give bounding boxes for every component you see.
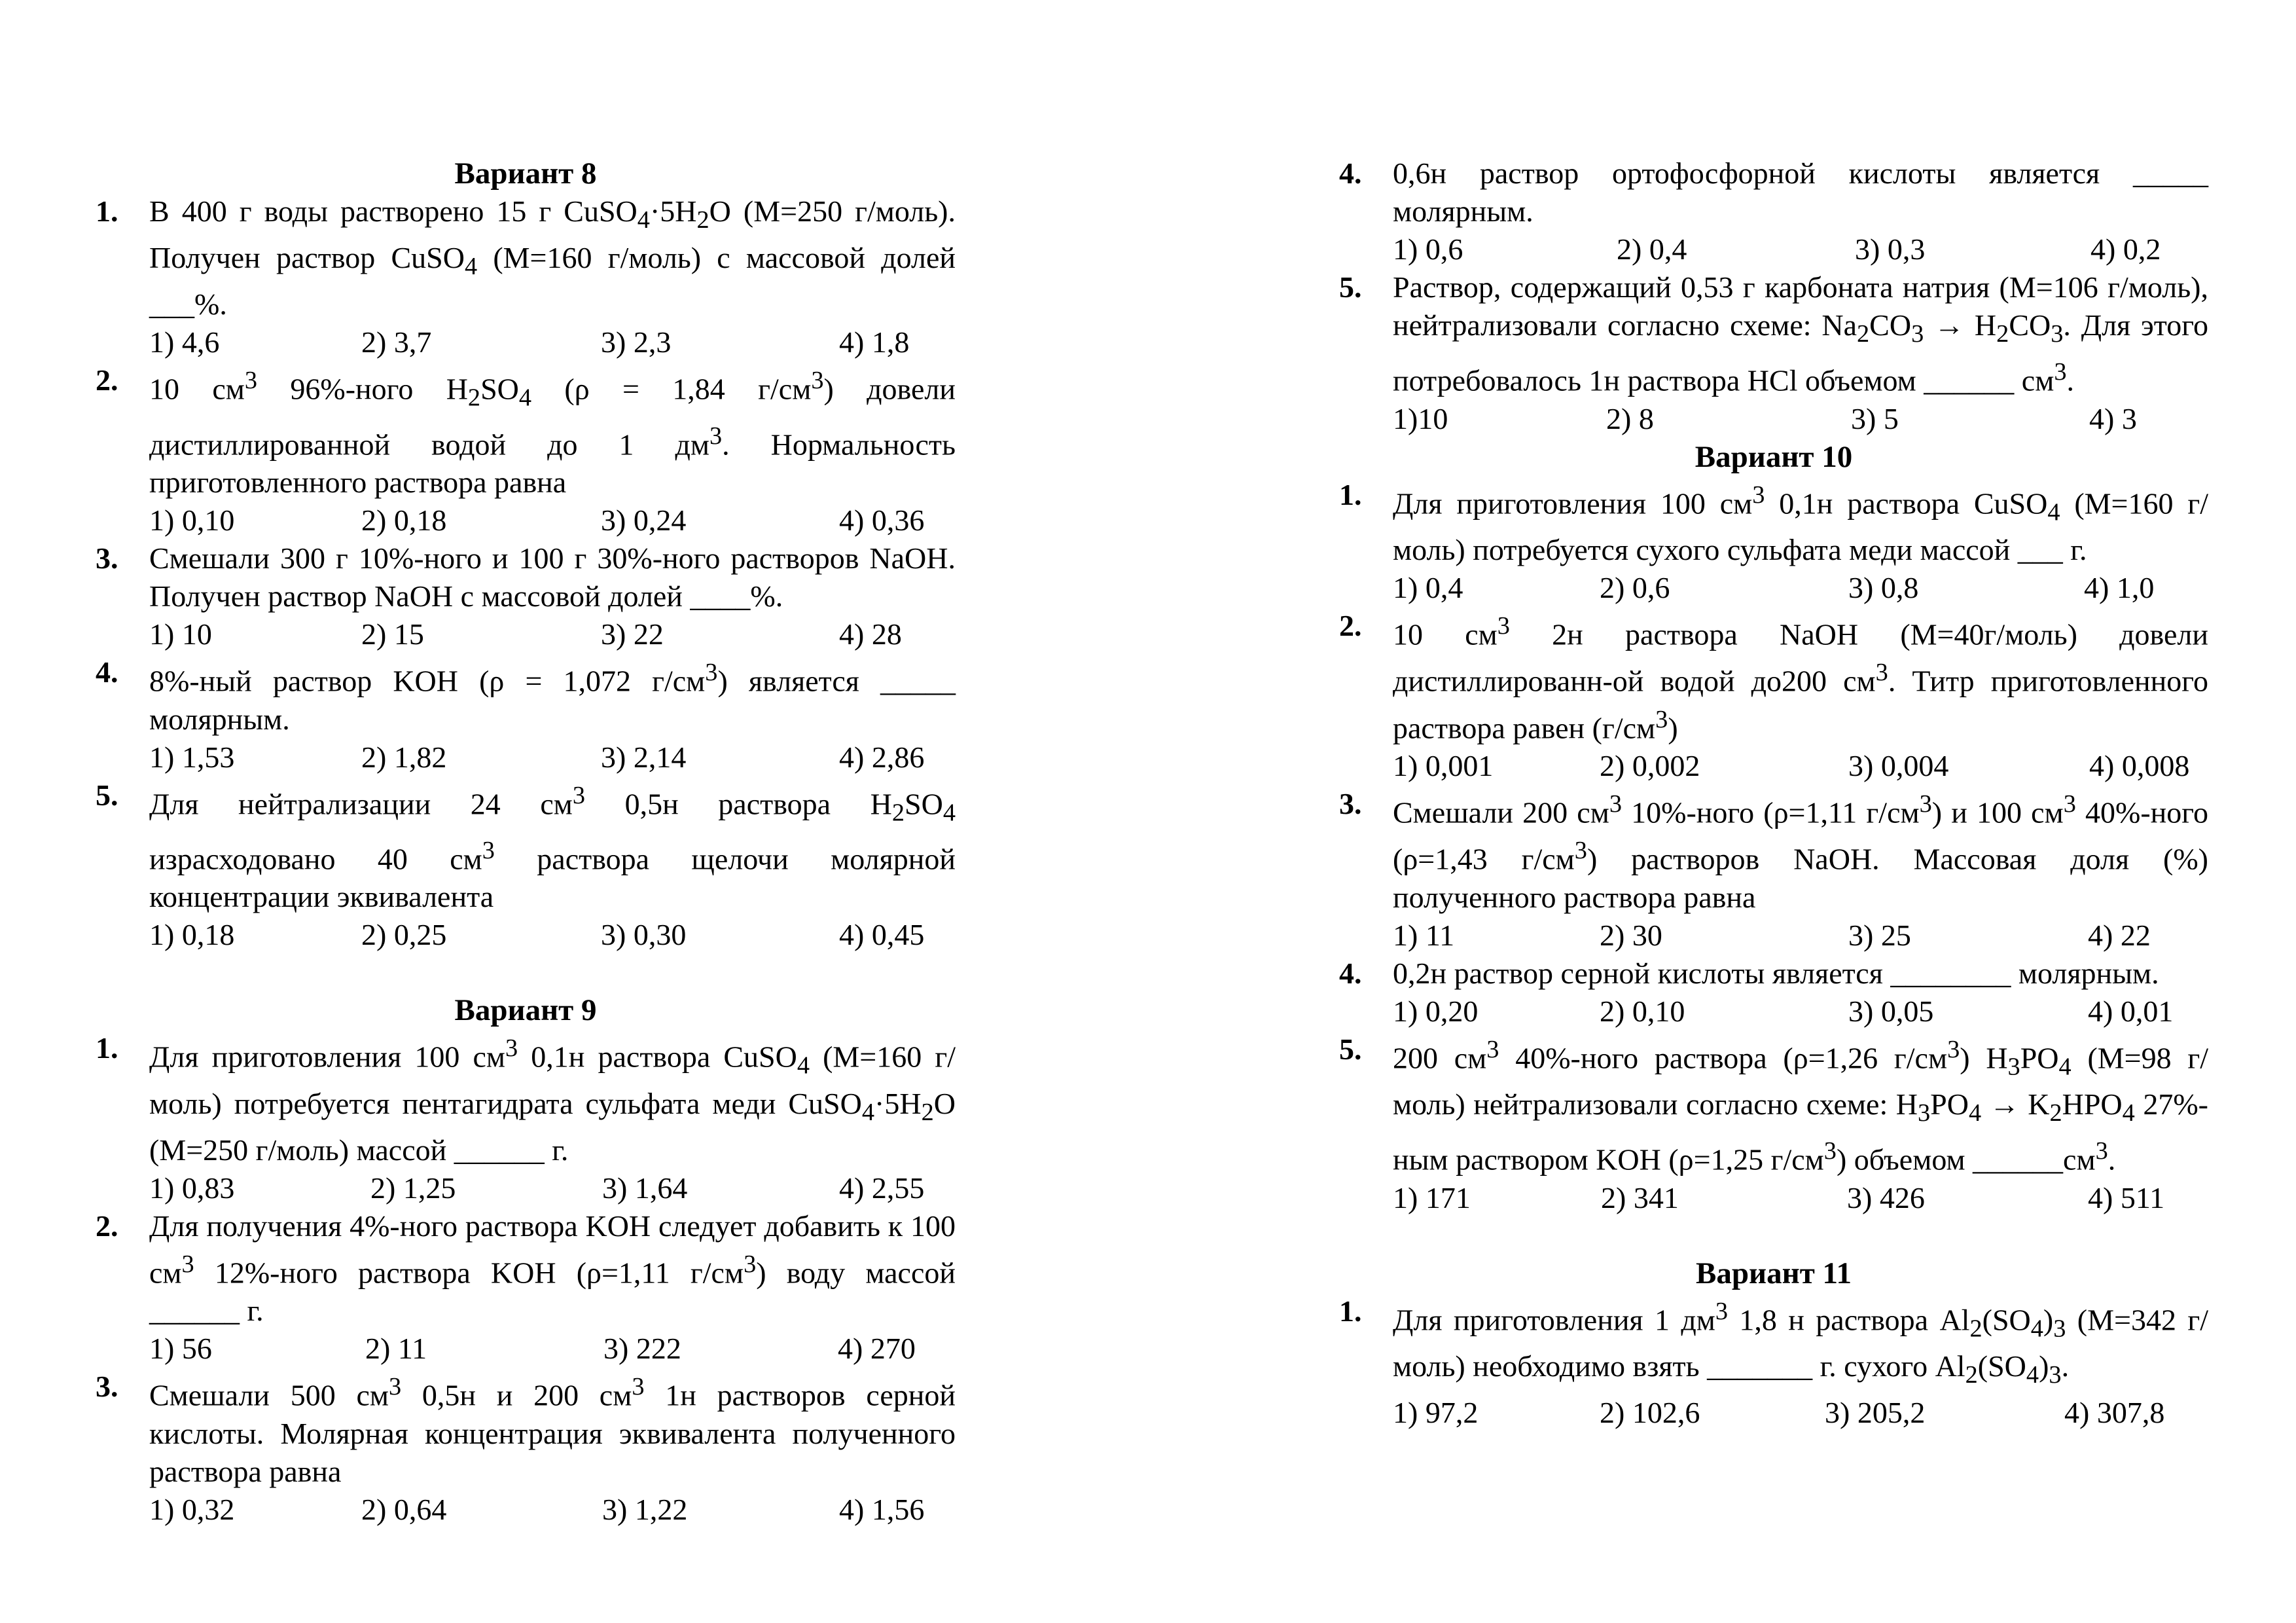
question-text: Смешали 500 $см^3$ 0,5н и 200 $см^3$ 1н растворов серной кислоты. Молярная концентрация эквивалента полученного раствора равна bbox=[149, 1373, 956, 1488]
answer-option: 2) 0,64 bbox=[361, 1492, 447, 1526]
answer-option: 3) 0,004 bbox=[1848, 749, 1949, 783]
question bbox=[1339, 785, 2208, 955]
question-number: 5. bbox=[1339, 270, 1362, 304]
answer-option: 1) 97,2 bbox=[1393, 1396, 1479, 1430]
question bbox=[96, 1207, 956, 1368]
answer-option: 3) 22 bbox=[601, 617, 664, 651]
question-number: 1. bbox=[96, 1031, 118, 1065]
answer-option: 1) 0,001 bbox=[1393, 749, 1494, 783]
question bbox=[1339, 955, 2208, 1030]
question-number: 5. bbox=[96, 778, 118, 812]
answer-option: 4) 2,86 bbox=[839, 740, 925, 774]
answer-options bbox=[1393, 747, 2208, 785]
answer-option: 1) 0,83 bbox=[149, 1171, 235, 1205]
question-text: 10 $см^3$ 2н раствора NaOH (M=40г/моль) довели дистиллированн-ой водой до200 $см^3$. Титр приготовленного раствора равен $(г/см^3)$ bbox=[1393, 612, 2208, 745]
answer-option: 2) 1,25 bbox=[370, 1171, 456, 1205]
left-column bbox=[96, 155, 956, 1529]
answer-option: 3) 1,64 bbox=[602, 1171, 688, 1205]
question-text: Для приготовления 100 $см^3$ 0,1н раствора CuSO$_4$ (M=160 г/моль) потребуется пентагидрата сульфата меди $CuSO_4\cdot 5H_2O$ (M=250 г/моль) массой ______ г. bbox=[149, 1034, 956, 1167]
answer-option: 3) 205,2 bbox=[1825, 1396, 1926, 1430]
answer-option: 3) 0,30 bbox=[601, 918, 687, 952]
answer-options bbox=[1393, 569, 2208, 607]
answer-option: 1) 1,53 bbox=[149, 740, 235, 774]
question-number: 4. bbox=[96, 655, 118, 689]
answer-option: 2) 0,6 bbox=[1600, 571, 1670, 605]
answer-option: 2) 0,25 bbox=[361, 918, 447, 952]
answer-option: 2) 8 bbox=[1606, 401, 1654, 435]
answer-option: 1) 0,6 bbox=[1393, 232, 1463, 266]
answer-option: 1) 10 bbox=[149, 617, 212, 651]
question bbox=[96, 653, 956, 776]
question-text: 0,2н раствор серной кислоты является ________ молярным. bbox=[1393, 956, 2159, 990]
answer-option: 4) 0,45 bbox=[839, 918, 925, 952]
question-text: 0,6н раствор ортофосфорной кислоты является _____ молярным. bbox=[1393, 156, 2208, 228]
answer-option: 3) 2,14 bbox=[601, 740, 687, 774]
question-number: 2. bbox=[96, 1209, 118, 1243]
answer-option: 4) 0,2 bbox=[2090, 232, 2161, 266]
answer-option: 4) 0,01 bbox=[2088, 994, 2174, 1028]
question bbox=[1339, 1292, 2208, 1432]
question-number: 1. bbox=[1339, 477, 1362, 511]
spacer bbox=[96, 954, 956, 991]
question-number: 5. bbox=[1339, 1032, 1362, 1066]
question-text: В 400 г воды растворено 15 г $CuSO_4\cdot 5H_2O$ (M=250 г/моль). Получен раствор CuSO$_4$ (M=160 г/моль) с массовой долей ___%. bbox=[149, 194, 956, 321]
question-text: 10 $см^3$ 96%-ного $H_2SO_4$ (ρ = 1,84 $г/см^3$) довели дистиллированной водой до 1 $дм^3$. Нормальность приготовленного раствора равна bbox=[149, 367, 956, 500]
answer-options bbox=[1393, 400, 2208, 438]
question bbox=[1339, 476, 2208, 608]
answer-options bbox=[1393, 230, 2208, 268]
question-text: Для приготовления 1 $дм^3$ 1,8 н раствора $Al_2(SO_4)_3$ (M=342 г/моль) необходимо взять _______ г. сухого $Al_2(SO_4)_3$. bbox=[1393, 1297, 2208, 1389]
answer-option: 3) 0,05 bbox=[1848, 994, 1934, 1028]
question-number: 4. bbox=[1339, 156, 1362, 190]
answer-option: 2) 341 bbox=[1601, 1180, 1679, 1214]
answer-options bbox=[1393, 1394, 2208, 1432]
answer-option: 4) 511 bbox=[2088, 1180, 2165, 1214]
answer-option: 1) 0,4 bbox=[1393, 571, 1463, 605]
answer-option: 1) 171 bbox=[1393, 1180, 1471, 1214]
answer-option: 4) 0,36 bbox=[839, 503, 925, 538]
answer-options bbox=[149, 1169, 956, 1207]
answer-option: 4) 28 bbox=[839, 617, 902, 651]
answer-option: 4) 22 bbox=[2088, 918, 2151, 952]
answer-options bbox=[149, 739, 956, 776]
answer-option: 2) 0,002 bbox=[1600, 749, 1700, 783]
answer-options bbox=[149, 323, 956, 361]
answer-option: 2) 0,4 bbox=[1617, 232, 1687, 266]
answer-option: 2) 30 bbox=[1600, 918, 1662, 952]
answer-option: 3) 5 bbox=[1851, 401, 1899, 435]
variant-title: Вариант 9 bbox=[454, 993, 597, 1028]
question-number: 1. bbox=[96, 194, 118, 228]
answer-option: 2) 15 bbox=[361, 617, 424, 651]
variant-title: Вариант 8 bbox=[454, 156, 597, 191]
answer-option: 3) 2,3 bbox=[601, 325, 672, 359]
answer-option: 3) 0,24 bbox=[601, 503, 687, 538]
variant-title: Вариант 11 bbox=[1696, 1256, 1852, 1290]
answer-option: 4) 0,008 bbox=[2089, 749, 2190, 783]
question bbox=[96, 1029, 956, 1207]
question-number: 1. bbox=[1339, 1294, 1362, 1328]
right-column bbox=[1339, 155, 2208, 1432]
answer-option: 3) 0,3 bbox=[1855, 232, 1926, 266]
spacer bbox=[1339, 1217, 2208, 1254]
answer-option: 3) 222 bbox=[603, 1332, 681, 1366]
answer-option: 2) 0,18 bbox=[361, 503, 447, 538]
answer-option: 1) 56 bbox=[149, 1332, 212, 1366]
answer-option: 2) 0,10 bbox=[1600, 994, 1685, 1028]
question bbox=[96, 192, 956, 361]
answer-option: 3) 1,22 bbox=[602, 1492, 688, 1526]
answer-option: 4) 3 bbox=[2089, 401, 2137, 435]
question bbox=[96, 361, 956, 539]
answer-option: 2) 11 bbox=[365, 1332, 427, 1366]
answer-option: 1) 0,32 bbox=[149, 1492, 235, 1526]
question bbox=[1339, 1030, 2208, 1217]
answer-option: 3) 426 bbox=[1847, 1180, 1925, 1214]
answer-option: 4) 1,0 bbox=[2084, 571, 2155, 605]
question-text: 200 $см^3$ 40%-ного раствора (ρ=1,26 $г/см^3$) $H_3PO_4$ (M=98 г/моль) нейтрализовали согласно схеме: $H_3PO_4 \to K_2HPO_4$ 27%-ным раствором KOH (ρ=1,25 $г/см^3$) объемом $\_\_\_\_\_\_см^3$. bbox=[1393, 1035, 2209, 1176]
question-number: 3. bbox=[1339, 787, 1362, 821]
answer-option: 4) 270 bbox=[838, 1332, 916, 1366]
question-text: Смешали 200 $см^3$ 10%-ного (ρ=1,11 $г/см^3$) и 100 $см^3$ 40%-ного (ρ=1,43 $г/см^3$) растворов NaOH. Массовая доля (%) полученного раствора равна bbox=[1393, 790, 2209, 914]
answer-option: 1) 0,20 bbox=[1393, 994, 1479, 1028]
answer-options bbox=[149, 1491, 956, 1529]
question-number: 2. bbox=[1339, 609, 1362, 643]
answer-options bbox=[1393, 917, 2208, 955]
question-number: 4. bbox=[1339, 956, 1362, 990]
question-number: 3. bbox=[96, 1370, 118, 1404]
answer-option: 1) 0,10 bbox=[149, 503, 235, 538]
question bbox=[96, 1368, 956, 1528]
question-text: Смешали 300 г 10%-ного и 100 г 30%-ного растворов NaOH. Получен раствор NaOH с массовой долей ____%. bbox=[149, 541, 956, 613]
question-number: 3. bbox=[96, 541, 118, 575]
answer-option: 4) 2,55 bbox=[839, 1171, 925, 1205]
answer-options bbox=[1393, 993, 2208, 1030]
question-text: Для получения 4%-ного раствора KOH следует добавить к 100 $см^3$ 12%-ного раствора KOH (ρ=1,11 $г/см^3$) воду массой ______ г. bbox=[149, 1209, 956, 1328]
question-text: 8%-ный раствор KOH (ρ = 1,072 $г/см^3$) является _____ молярным. bbox=[149, 659, 956, 736]
answer-option: 4) 1,56 bbox=[839, 1492, 925, 1526]
answer-option: 3) 25 bbox=[1848, 918, 1911, 952]
question bbox=[1339, 155, 2208, 268]
answer-option: 2) 3,7 bbox=[361, 325, 432, 359]
answer-options bbox=[149, 1330, 956, 1368]
answer-options bbox=[1393, 1179, 2208, 1217]
answer-option: 1)10 bbox=[1393, 401, 1448, 435]
question-number: 2. bbox=[96, 363, 118, 397]
answer-option: 1) 11 bbox=[1393, 918, 1455, 952]
question bbox=[96, 776, 956, 955]
question-text: Для приготовления 100 $см^3$ 0,1н раствора CuSO$_4$ (M=160 г/моль) потребуется сухого сульфата меди массой ___ г. bbox=[1393, 481, 2208, 567]
answer-options bbox=[149, 501, 956, 539]
answer-option: 4) 307,8 bbox=[2064, 1396, 2165, 1430]
answer-options bbox=[149, 916, 956, 954]
question bbox=[1339, 268, 2208, 438]
question bbox=[1339, 607, 2208, 785]
answer-option: 4) 1,8 bbox=[839, 325, 910, 359]
question-text: Для нейтрализации 24 $см^3$ 0,5н раствора $H_2SO_4$ израсходовано 40 $см^3$ раствора щелочи молярной концентрации эквивалента bbox=[149, 781, 956, 914]
answer-option: 3) 0,8 bbox=[1848, 571, 1919, 605]
answer-options bbox=[149, 615, 956, 653]
question-text: Раствор, содержащий 0,53 г карбоната натрия (M=106 г/моль), нейтрализовали согласно схеме: $Na_2CO_3 \to H_2CO_3$. Для этого потребовалось 1н раствора HCl объемом ______ $см^3$. bbox=[1393, 270, 2209, 397]
answer-option: 1) 0,18 bbox=[149, 918, 235, 952]
question bbox=[96, 539, 956, 653]
answer-option: 2) 102,6 bbox=[1600, 1396, 1700, 1430]
variant-title: Вариант 10 bbox=[1695, 439, 1853, 474]
answer-option: 2) 1,82 bbox=[361, 740, 447, 774]
answer-option: 1) 4,6 bbox=[149, 325, 220, 359]
